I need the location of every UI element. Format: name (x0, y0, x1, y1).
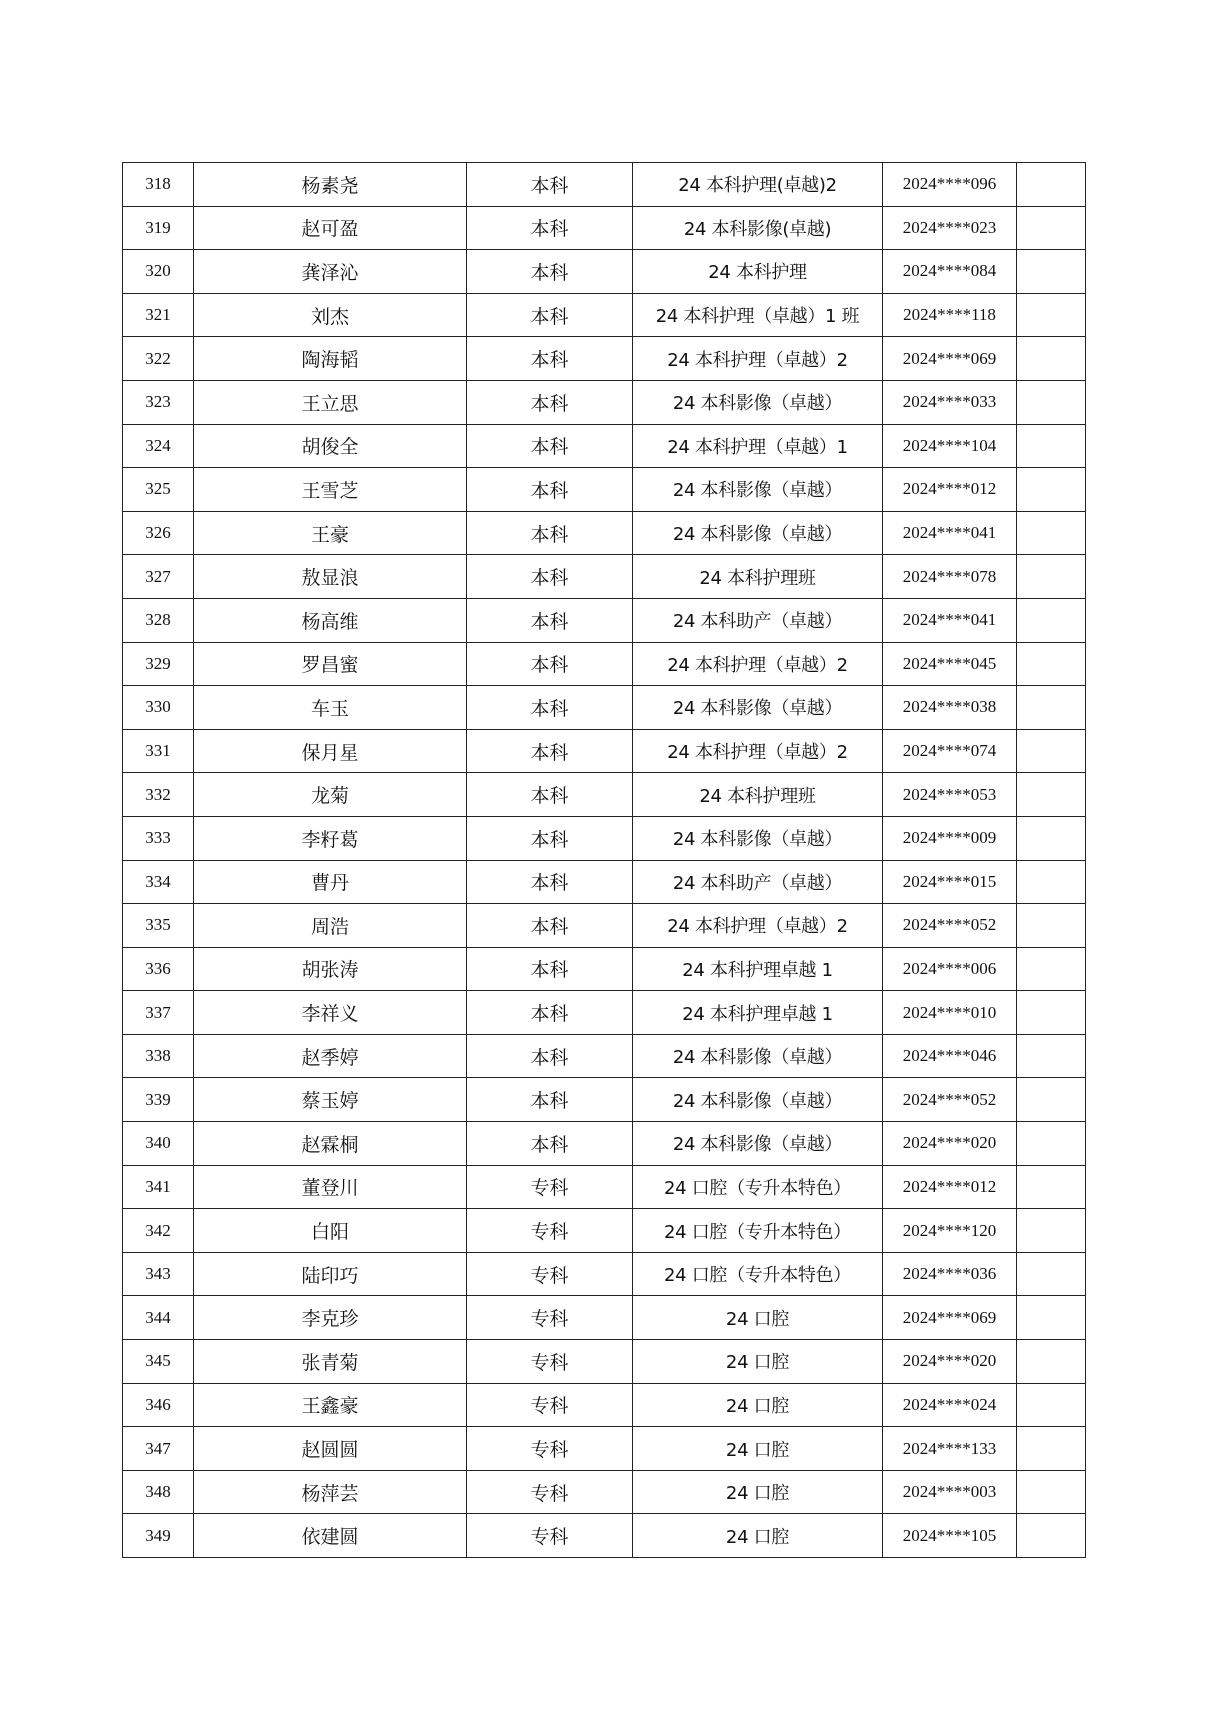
table-row (123, 1209, 1086, 1253)
blank-cell (1017, 163, 1086, 207)
education-level: 本科 (467, 598, 633, 642)
education-level: 本科 (467, 729, 633, 773)
row-number: 329 (123, 642, 194, 686)
table-row (123, 947, 1086, 991)
table-row (123, 598, 1086, 642)
table-row (123, 250, 1086, 294)
student-id: 2024****105 (883, 1514, 1017, 1558)
student-id: 2024****024 (883, 1383, 1017, 1427)
row-number: 320 (123, 250, 194, 294)
blank-cell (1017, 250, 1086, 294)
blank-cell (1017, 773, 1086, 817)
blank-cell (1017, 468, 1086, 512)
class-name: 24 本科护理卓越 1 (633, 991, 883, 1035)
blank-cell (1017, 1296, 1086, 1340)
table-row (123, 1034, 1086, 1078)
education-level: 专科 (467, 1209, 633, 1253)
table-row (123, 1122, 1086, 1166)
student-name: 胡张涛 (194, 947, 467, 991)
row-number: 342 (123, 1209, 194, 1253)
student-name: 赵圆圆 (194, 1427, 467, 1471)
blank-cell (1017, 729, 1086, 773)
table-row (123, 991, 1086, 1035)
blank-cell (1017, 293, 1086, 337)
row-number: 327 (123, 555, 194, 599)
table-row (123, 729, 1086, 773)
education-level: 本科 (467, 991, 633, 1035)
student-name: 蔡玉婷 (194, 1078, 467, 1122)
row-number: 332 (123, 773, 194, 817)
class-name: 24 口腔 (633, 1383, 883, 1427)
class-name: 24 口腔 (633, 1340, 883, 1384)
education-level: 本科 (467, 642, 633, 686)
blank-cell (1017, 860, 1086, 904)
class-name: 24 本科护理班 (633, 555, 883, 599)
blank-cell (1017, 1209, 1086, 1253)
row-number: 340 (123, 1122, 194, 1166)
blank-cell (1017, 1470, 1086, 1514)
table-row (123, 1514, 1086, 1558)
blank-cell (1017, 947, 1086, 991)
table-row (123, 1383, 1086, 1427)
class-name: 24 口腔（专升本特色） (633, 1209, 883, 1253)
class-name: 24 本科影像（卓越） (633, 816, 883, 860)
education-level: 专科 (467, 1470, 633, 1514)
education-level: 本科 (467, 816, 633, 860)
table-row (123, 511, 1086, 555)
student-id: 2024****033 (883, 380, 1017, 424)
education-level: 本科 (467, 773, 633, 817)
class-name: 24 口腔 (633, 1514, 883, 1558)
class-name: 24 本科影像（卓越） (633, 468, 883, 512)
class-name: 24 口腔（专升本特色） (633, 1252, 883, 1296)
blank-cell (1017, 991, 1086, 1035)
table-row (123, 206, 1086, 250)
education-level: 本科 (467, 860, 633, 904)
table-row (123, 816, 1086, 860)
education-level: 本科 (467, 206, 633, 250)
student-name: 胡俊全 (194, 424, 467, 468)
blank-cell (1017, 1122, 1086, 1166)
student-name: 刘杰 (194, 293, 467, 337)
class-name: 24 本科护理（卓越）1 班 (633, 293, 883, 337)
class-name: 24 本科护理 (633, 250, 883, 294)
blank-cell (1017, 1034, 1086, 1078)
student-id: 2024****096 (883, 163, 1017, 207)
blank-cell (1017, 598, 1086, 642)
student-name: 王鑫豪 (194, 1383, 467, 1427)
blank-cell (1017, 904, 1086, 948)
table-row (123, 555, 1086, 599)
row-number: 325 (123, 468, 194, 512)
student-id: 2024****015 (883, 860, 1017, 904)
student-name: 李祥义 (194, 991, 467, 1035)
blank-cell (1017, 816, 1086, 860)
education-level: 本科 (467, 1122, 633, 1166)
class-name: 24 口腔 (633, 1470, 883, 1514)
table-row (123, 1252, 1086, 1296)
education-level: 本科 (467, 293, 633, 337)
student-id: 2024****006 (883, 947, 1017, 991)
student-id: 2024****041 (883, 511, 1017, 555)
student-id: 2024****118 (883, 293, 1017, 337)
class-name: 24 本科护理（卓越）2 (633, 729, 883, 773)
student-id: 2024****020 (883, 1122, 1017, 1166)
student-id: 2024****084 (883, 250, 1017, 294)
class-name: 24 本科影像(卓越) (633, 206, 883, 250)
class-name: 24 本科护理（卓越）2 (633, 904, 883, 948)
student-id: 2024****012 (883, 468, 1017, 512)
education-level: 专科 (467, 1340, 633, 1384)
education-level: 本科 (467, 468, 633, 512)
class-name: 24 本科护理（卓越）2 (633, 642, 883, 686)
row-number: 349 (123, 1514, 194, 1558)
blank-cell (1017, 1165, 1086, 1209)
row-number: 331 (123, 729, 194, 773)
education-level: 本科 (467, 163, 633, 207)
row-number: 338 (123, 1034, 194, 1078)
class-name: 24 口腔（专升本特色） (633, 1165, 883, 1209)
blank-cell (1017, 1383, 1086, 1427)
student-id: 2024****078 (883, 555, 1017, 599)
table-row (123, 686, 1086, 730)
table-row (123, 424, 1086, 468)
student-name: 赵可盈 (194, 206, 467, 250)
student-name: 龙菊 (194, 773, 467, 817)
education-level: 专科 (467, 1383, 633, 1427)
student-name: 赵季婷 (194, 1034, 467, 1078)
row-number: 324 (123, 424, 194, 468)
student-id: 2024****074 (883, 729, 1017, 773)
student-id: 2024****036 (883, 1252, 1017, 1296)
student-id: 2024****133 (883, 1427, 1017, 1471)
student-id: 2024****069 (883, 337, 1017, 381)
blank-cell (1017, 1252, 1086, 1296)
row-number: 339 (123, 1078, 194, 1122)
blank-cell (1017, 1340, 1086, 1384)
class-name: 24 口腔 (633, 1296, 883, 1340)
student-name: 李克珍 (194, 1296, 467, 1340)
education-level: 本科 (467, 511, 633, 555)
table-row (123, 1470, 1086, 1514)
student-id: 2024****041 (883, 598, 1017, 642)
education-level: 本科 (467, 337, 633, 381)
table-row (123, 468, 1086, 512)
row-number: 335 (123, 904, 194, 948)
student-name: 车玉 (194, 686, 467, 730)
row-number: 330 (123, 686, 194, 730)
row-number: 333 (123, 816, 194, 860)
student-name: 周浩 (194, 904, 467, 948)
table-row (123, 337, 1086, 381)
education-level: 专科 (467, 1514, 633, 1558)
student-id: 2024****052 (883, 1078, 1017, 1122)
table-row (123, 380, 1086, 424)
education-level: 本科 (467, 250, 633, 294)
row-number: 328 (123, 598, 194, 642)
blank-cell (1017, 380, 1086, 424)
class-name: 24 本科助产（卓越） (633, 598, 883, 642)
table-row (123, 1165, 1086, 1209)
student-name: 王雪芝 (194, 468, 467, 512)
student-name: 赵霖桐 (194, 1122, 467, 1166)
row-number: 318 (123, 163, 194, 207)
row-number: 323 (123, 380, 194, 424)
table-row (123, 860, 1086, 904)
student-name: 王立思 (194, 380, 467, 424)
table-row (123, 1078, 1086, 1122)
row-number: 337 (123, 991, 194, 1035)
student-id: 2024****052 (883, 904, 1017, 948)
student-name: 陶海韬 (194, 337, 467, 381)
class-name: 24 本科影像（卓越） (633, 1122, 883, 1166)
blank-cell (1017, 555, 1086, 599)
blank-cell (1017, 1514, 1086, 1558)
table-row (123, 163, 1086, 207)
blank-cell (1017, 686, 1086, 730)
student-name: 王豪 (194, 511, 467, 555)
education-level: 本科 (467, 686, 633, 730)
table-row (123, 904, 1086, 948)
class-name: 24 本科影像（卓越） (633, 380, 883, 424)
blank-cell (1017, 642, 1086, 686)
row-number: 346 (123, 1383, 194, 1427)
class-name: 24 本科影像（卓越） (633, 686, 883, 730)
student-id: 2024****023 (883, 206, 1017, 250)
class-name: 24 口腔 (633, 1427, 883, 1471)
row-number: 322 (123, 337, 194, 381)
student-id: 2024****020 (883, 1340, 1017, 1384)
student-id: 2024****045 (883, 642, 1017, 686)
student-id: 2024****053 (883, 773, 1017, 817)
education-level: 本科 (467, 947, 633, 991)
student-roster-table (122, 162, 1086, 1558)
student-id: 2024****012 (883, 1165, 1017, 1209)
table-row (123, 1427, 1086, 1471)
education-level: 本科 (467, 1078, 633, 1122)
table-row (123, 293, 1086, 337)
student-id: 2024****069 (883, 1296, 1017, 1340)
row-number: 326 (123, 511, 194, 555)
student-name: 陆印巧 (194, 1252, 467, 1296)
row-number: 344 (123, 1296, 194, 1340)
row-number: 341 (123, 1165, 194, 1209)
education-level: 本科 (467, 555, 633, 599)
student-name: 董登川 (194, 1165, 467, 1209)
student-name: 张青菊 (194, 1340, 467, 1384)
student-name: 杨萍芸 (194, 1470, 467, 1514)
student-name: 龚泽沁 (194, 250, 467, 294)
row-number: 343 (123, 1252, 194, 1296)
blank-cell (1017, 1078, 1086, 1122)
student-name: 李籽葛 (194, 816, 467, 860)
class-name: 24 本科护理（卓越）1 (633, 424, 883, 468)
class-name: 24 本科护理卓越 1 (633, 947, 883, 991)
student-name: 杨素尧 (194, 163, 467, 207)
student-name: 保月星 (194, 729, 467, 773)
table-row (123, 1340, 1086, 1384)
table-row (123, 773, 1086, 817)
row-number: 345 (123, 1340, 194, 1384)
student-id: 2024****009 (883, 816, 1017, 860)
education-level: 本科 (467, 904, 633, 948)
student-id: 2024****046 (883, 1034, 1017, 1078)
row-number: 321 (123, 293, 194, 337)
education-level: 专科 (467, 1427, 633, 1471)
education-level: 专科 (467, 1165, 633, 1209)
roster-body (123, 163, 1086, 1558)
row-number: 334 (123, 860, 194, 904)
table-row (123, 642, 1086, 686)
class-name: 24 本科护理（卓越）2 (633, 337, 883, 381)
student-name: 敖显浪 (194, 555, 467, 599)
student-id: 2024****038 (883, 686, 1017, 730)
blank-cell (1017, 206, 1086, 250)
student-id: 2024****010 (883, 991, 1017, 1035)
class-name: 24 本科助产（卓越） (633, 860, 883, 904)
student-name: 曹丹 (194, 860, 467, 904)
student-name: 白阳 (194, 1209, 467, 1253)
education-level: 专科 (467, 1296, 633, 1340)
table-row (123, 1296, 1086, 1340)
blank-cell (1017, 511, 1086, 555)
education-level: 专科 (467, 1252, 633, 1296)
student-id: 2024****104 (883, 424, 1017, 468)
student-name: 杨高维 (194, 598, 467, 642)
education-level: 本科 (467, 1034, 633, 1078)
row-number: 319 (123, 206, 194, 250)
class-name: 24 本科护理班 (633, 773, 883, 817)
blank-cell (1017, 424, 1086, 468)
class-name: 24 本科影像（卓越） (633, 511, 883, 555)
class-name: 24 本科护理(卓越)2 (633, 163, 883, 207)
student-name: 罗昌蜜 (194, 642, 467, 686)
blank-cell (1017, 1427, 1086, 1471)
blank-cell (1017, 337, 1086, 381)
class-name: 24 本科影像（卓越） (633, 1034, 883, 1078)
student-id: 2024****003 (883, 1470, 1017, 1514)
student-id: 2024****120 (883, 1209, 1017, 1253)
row-number: 347 (123, 1427, 194, 1471)
student-name: 依建圆 (194, 1514, 467, 1558)
row-number: 336 (123, 947, 194, 991)
education-level: 本科 (467, 424, 633, 468)
row-number: 348 (123, 1470, 194, 1514)
class-name: 24 本科影像（卓越） (633, 1078, 883, 1122)
education-level: 本科 (467, 380, 633, 424)
